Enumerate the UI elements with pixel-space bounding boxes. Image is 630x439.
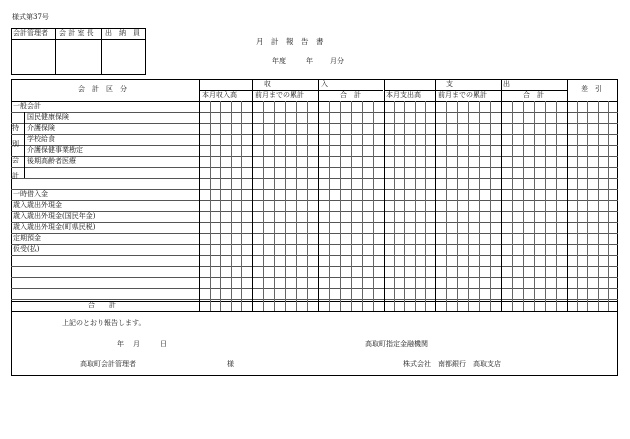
subheader-income-total: 合 計 (340, 91, 361, 99)
row-general: 一般会計 (13, 102, 41, 110)
row-care-insurance: 介護保険 (27, 124, 55, 132)
footer-date-day: 日 (160, 340, 167, 348)
stamp-cell-accounting-manager: 会計管理者 (13, 29, 48, 37)
row-care-business: 介護保健事業勘定 (27, 146, 83, 154)
row-late-elderly: 後期高齢者医療 (27, 157, 76, 165)
footer-statement: 上記のとおり報告します。 (62, 319, 146, 327)
special-vertical-4: 計 (12, 172, 19, 180)
stamp-cell-cashier: 出 納 員 (105, 29, 140, 37)
footer-bank-name: 株式会社 南都銀行 高取支店 (403, 360, 501, 368)
row-outside-cash-pension: 歳入歳出外現金(国民年金) (13, 212, 96, 220)
row-suspense: 仮受(払) (13, 245, 40, 253)
subheader-expense-current: 本月支出高 (386, 91, 421, 99)
header-category: 会 計 区 分 (78, 85, 127, 93)
subheader-expense-prev: 前月までの累計 (438, 91, 487, 99)
row-national-health: 国民健康保険 (27, 113, 69, 121)
period-month-label: 月分 (330, 57, 344, 65)
header-expense-a: 支 (446, 80, 453, 88)
page-title: 月 計 報 告 書 (256, 37, 324, 46)
subheader-income-prev: 前月までの累計 (255, 91, 304, 99)
subheader-expense-total: 合 計 (523, 91, 544, 99)
period-year-label: 年度 (272, 57, 286, 65)
header-expense-b: 出 (503, 80, 510, 88)
footer-date-month: 月 (133, 340, 140, 348)
footer-recipient: 高取町会計管理者 (80, 360, 136, 368)
subheader-income-current: 本月収入高 (202, 91, 237, 99)
row-time-deposit: 定期預金 (13, 234, 41, 242)
row-total: 合 計 (88, 301, 116, 309)
footer-date-year: 年 (117, 340, 124, 348)
special-vertical-3: 会 (12, 156, 19, 164)
footer-bank-designation: 高取町指定金融機関 (365, 340, 428, 348)
header-income-b: 入 (321, 80, 328, 88)
row-outside-cash-tax: 歳入歳出外現金(町県民税) (13, 223, 96, 231)
header-difference: 差 引 (581, 85, 602, 93)
row-outside-cash: 歳入歳出外現金 (13, 201, 62, 209)
header-income-a: 収 (264, 80, 271, 88)
row-school-lunch: 学校給食 (27, 135, 55, 143)
footer-honorific: 様 (227, 360, 234, 368)
special-vertical-1: 特 (12, 124, 19, 132)
special-vertical-2: 別 (12, 140, 19, 148)
form-number: 様式第37号 (12, 13, 49, 21)
row-temp-loan: 一時借入金 (13, 190, 48, 198)
stamp-cell-accounting-chief: 会 計 室 長 (59, 29, 94, 37)
period-year2-label: 年 (306, 57, 313, 65)
